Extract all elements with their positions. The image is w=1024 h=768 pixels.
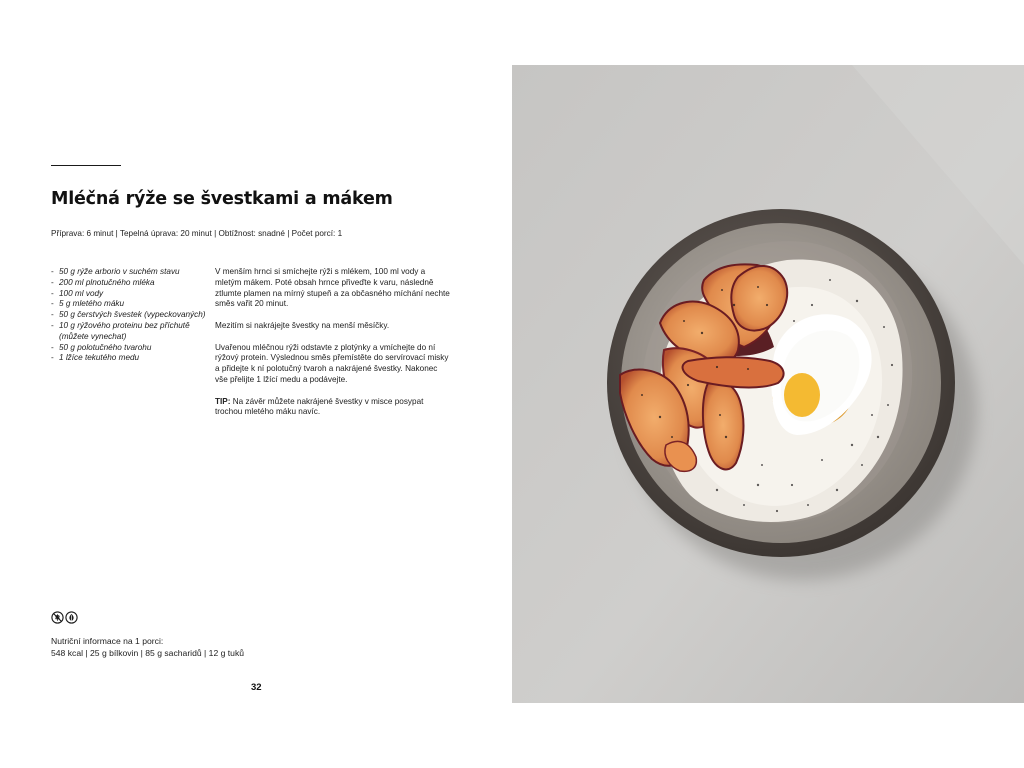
tip-text: Na závěr můžete nakrájené švestky v misce posypat trochou mletého máku navíc. xyxy=(215,396,424,417)
gluten-free-icon xyxy=(51,611,64,624)
page-number: 32 xyxy=(251,682,262,693)
method-steps xyxy=(215,267,450,429)
ingredient-item: - 1 lžíce tekutého medu xyxy=(51,353,211,364)
nutrition-values: 548 kcal | 25 g bílkovin | 85 g sacharidů | 12 g tuků xyxy=(51,648,245,658)
ingredient-item: - 5 g mletého máku xyxy=(51,299,211,310)
method-step: V menším hrnci si smíchejte rýži s mlékem, 100 ml vody a mletým mákem. Poté obsah hrnce přiveďte k varu, následně ztlumte plamen na mírný stupeň a za občasného míchání nechte směs vařit 20 minut. xyxy=(215,267,450,309)
method-step: Mezitím si nakrájejte švestky na menší měsíčky. xyxy=(215,320,390,330)
tip-paragraph xyxy=(215,397,450,419)
ingredient-item: - 200 ml plnotučného mléka xyxy=(51,278,211,289)
recipe-photo xyxy=(512,65,1024,703)
ingredient-item: - 10 g rýžového proteinu bez příchutě (můžete vynechat) xyxy=(51,321,211,343)
tip-label: TIP: xyxy=(215,396,231,406)
recipe-meta: Příprava: 6 minut | Tepelná úprava: 20 minut | Obtížnost: snadné | Počet porcí: 1 xyxy=(51,229,343,238)
ingredient-item: - 100 ml vody xyxy=(51,289,211,300)
ingredient-item: - 50 g rýže arborio v suchém stavu xyxy=(51,267,211,278)
nutrition-label: Nutriční informace na 1 porci: xyxy=(51,636,164,646)
vegetarian-icon xyxy=(65,611,78,624)
method-step: Uvařenou mléčnou rýži odstavte z plotýnky a vmíchejte do ní rýžový protein. Výslednou směs přemístěte do servírovací misky a přidejte k ní polotučný tvaroh a nakrájené švestky. Nakonec vše přelijte 1 lžící medu a podávejte. xyxy=(215,342,449,384)
title-divider xyxy=(51,165,121,166)
diet-icons xyxy=(51,611,78,624)
ingredients-list xyxy=(51,267,211,364)
recipe-title: Mléčná rýže se švestkami a mákem xyxy=(51,189,393,209)
ingredient-item: - 50 g čerstvých švestek (vypeckovaných) xyxy=(51,310,211,321)
ingredient-item: - 50 g polotučného tvarohu xyxy=(51,343,211,354)
